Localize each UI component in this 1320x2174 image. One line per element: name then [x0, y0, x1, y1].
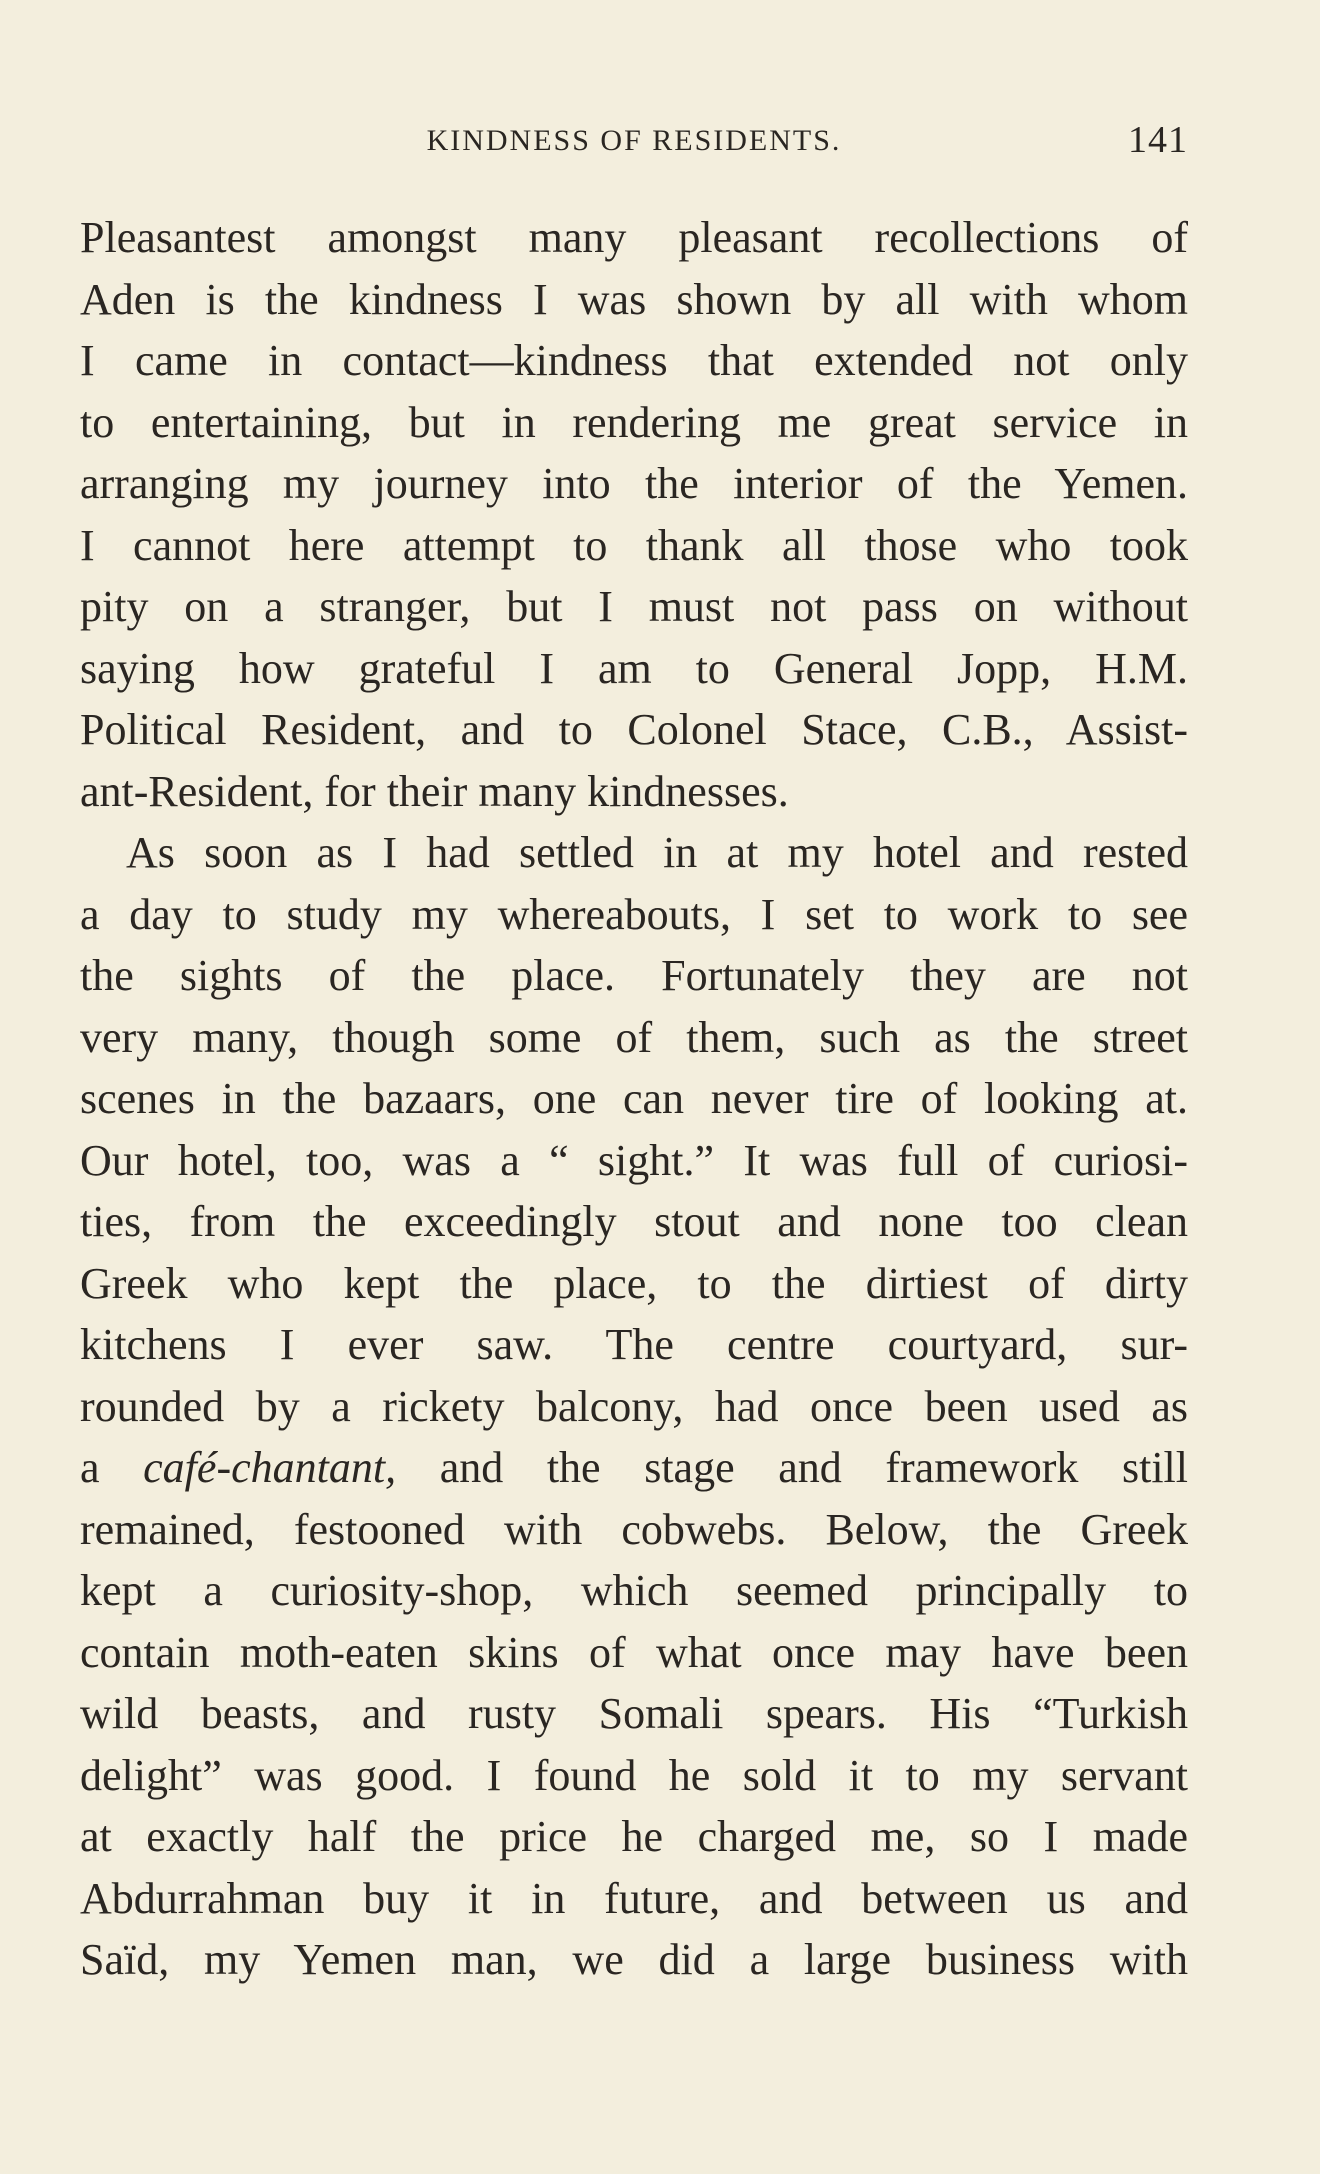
text-segment: and the stage and framework still: [396, 1443, 1188, 1492]
text-line: scenes in the bazaars, one can never tire of looking at.: [80, 1074, 1188, 1123]
text-line: very many, though some of them, such as the street: [80, 1012, 1188, 1062]
text-line: to entertaining, but in rendering me great service in: [80, 397, 1188, 447]
running-title: KINDNESS OF RESIDENTS.: [426, 124, 842, 157]
text-line: Political Resident, and to Colonel Stace, C.B., Assist-: [80, 705, 1188, 754]
text-line: ties, from the exceedingly stout and none too clean: [80, 1197, 1188, 1246]
text-line: kept a curiosity-shop, which seemed principally to: [80, 1566, 1188, 1615]
text-line: ant-Resident, for their many kindnesses.: [80, 766, 789, 816]
body-text: [80, 207, 1188, 1991]
text-line: Abdurrahman buy it in future, and between us and: [80, 1873, 1188, 1923]
text-line: contain moth-eaten skins of what once may have been: [80, 1627, 1188, 1677]
text-line: the sights of the place. Fortunately they are not: [80, 951, 1188, 1000]
text-line: at exactly half the price he charged me, so I made: [80, 1812, 1188, 1861]
text-line: a day to study my whereabouts, I set to work to see: [80, 889, 1188, 939]
text-line: I came in contact—kindness that extended not only: [80, 336, 1188, 385]
page-number: 141: [1128, 119, 1188, 161]
text-line: kitchens I ever saw. The centre courtyard, sur-: [80, 1320, 1188, 1369]
text-line: Our hotel, too, was a “ sight.” It was full of curiosi-: [80, 1135, 1188, 1185]
text-line: wild beasts, and rusty Somali spears. His “Turkish: [80, 1689, 1188, 1738]
text-line: saying how grateful I am to General Jopp, H.M.: [80, 643, 1188, 693]
text-line: I cannot here attempt to thank all those who took: [80, 520, 1188, 570]
text-line: arranging my journey into the interior of the Yemen.: [80, 459, 1188, 508]
running-head: [80, 118, 1188, 168]
italic-term: café-chantant,: [143, 1443, 397, 1492]
text-line: delight” was good. I found he sold it to my servant: [80, 1750, 1188, 1800]
text-line: Aden is the kindness I was shown by all with whom: [80, 274, 1188, 324]
text-line: pity on a stranger, but I must not pass on without: [80, 582, 1188, 631]
text-segment: a: [80, 1443, 144, 1492]
text-line: Pleasantest amongst many pleasant recollections of: [80, 213, 1188, 262]
text-line: rounded by a rickety balcony, had once been used as: [80, 1381, 1188, 1431]
text-line: As soon as I had settled in at my hotel and rested: [126, 828, 1188, 877]
text-line-with-italic: [80, 1437, 1188, 1499]
text-line: remained, festooned with cobwebs. Below, the Greek: [80, 1504, 1188, 1554]
text-line: Saïd, my Yemen man, we did a large business with: [80, 1935, 1188, 1984]
text-line: Greek who kept the place, to the dirtiest of dirty: [80, 1258, 1188, 1308]
